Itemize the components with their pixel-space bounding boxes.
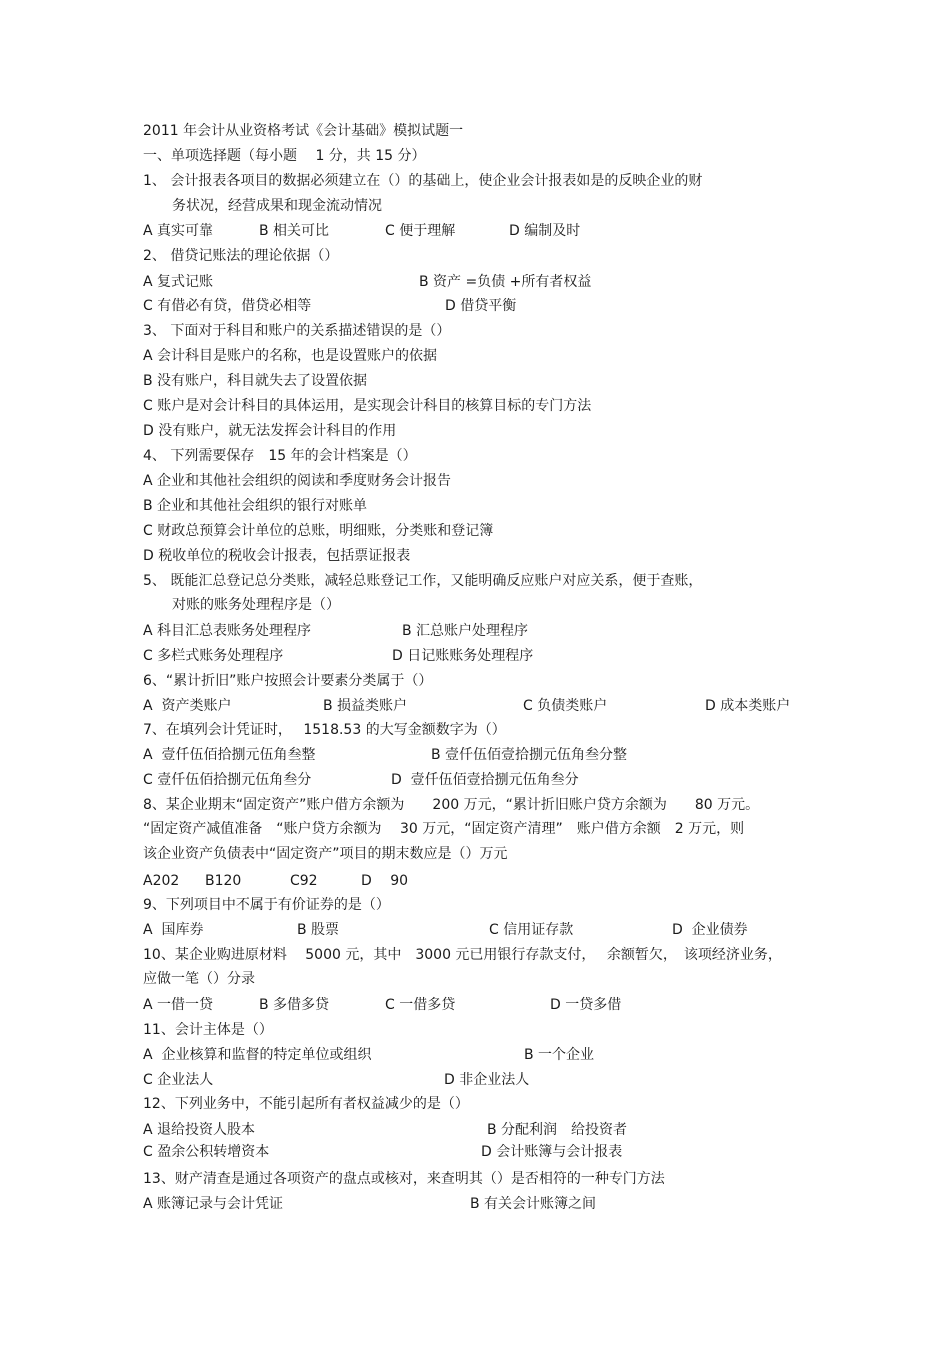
option-a: A 资产类账户 xyxy=(143,698,232,714)
option-b: B 分配利润 给投资者 xyxy=(487,1122,628,1138)
question-13-line-1: 13、财产清查是通过各项资产的盘点或核对，来查明其（）是否相符的一种专门方法 xyxy=(143,1171,665,1187)
option-d: D 非企业法人 xyxy=(444,1072,530,1088)
question-10-line-1: 10、某企业购进原材料 5000 元，其中 3000 元已用银行存款支付， 余额暂欠， 该项经济业务， xyxy=(143,947,782,963)
question-4-option-c: C 财政总预算会计单位的总账，明细账，分类账和登记簿 xyxy=(143,523,494,539)
option-b: B 多借多贷 xyxy=(259,997,330,1013)
option-b: B120 xyxy=(205,873,242,889)
option-b: B 损益类账户 xyxy=(323,698,408,714)
question-4-option-b: B 企业和其他社会组织的银行对账单 xyxy=(143,498,368,514)
option-b: B 股票 xyxy=(297,922,340,938)
option-a: A 国库券 xyxy=(143,922,204,938)
option-d: D 日记账账务处理程序 xyxy=(392,648,534,664)
question-2-line-1: 2、 借贷记账法的理论依据（） xyxy=(143,248,339,264)
option-a: A 一借一贷 xyxy=(143,997,214,1013)
option-d: D 会计账簿与会计报表 xyxy=(481,1144,623,1160)
option-d: D 编制及时 xyxy=(509,223,581,239)
option-a: A 退给投资人股本 xyxy=(143,1122,256,1138)
question-3-option-b: B 没有账户，科目就失去了设置依据 xyxy=(143,373,368,389)
question-13-options-row-1 xyxy=(143,1195,597,1267)
question-1-line-2: 务状况，经营成果和现金流动情况 xyxy=(172,198,382,214)
question-4-option-d: D 税收单位的税收会计报表，包括票证报表 xyxy=(143,548,411,564)
option-c: C 有借必有贷，借贷必相等 xyxy=(143,298,312,314)
option-c: C 便于理解 xyxy=(385,223,456,239)
question-10-line-2: 应做一笔（）分录 xyxy=(143,971,255,987)
question-8-line-1: 8、某企业期末“固定资产”账户借方余额为 200 万元，“累计折旧账户贷方余额为 80 万元。 xyxy=(143,797,760,813)
option-a: A 企业核算和监督的特定单位或组织 xyxy=(143,1047,372,1063)
option-b: B 壹仟伍佰壹拾捌元伍角叁分整 xyxy=(431,747,628,763)
document-title: 2011 年会计从业资格考试《会计基础》模拟试题一 xyxy=(143,123,464,139)
option-d: D 成本类账户 xyxy=(705,698,791,714)
option-c: C 信用证存款 xyxy=(489,922,574,938)
option-a: A 复式记账 xyxy=(143,274,214,290)
question-9-line-1: 9、下列项目中不属于有价证券的是（） xyxy=(143,897,390,913)
option-c: C 盈余公积转增资本 xyxy=(143,1144,270,1160)
option-d: D 一贷多借 xyxy=(550,997,622,1013)
option-b: B 相关可比 xyxy=(259,223,330,239)
option-d: D 借贷平衡 xyxy=(445,298,517,314)
question-3-option-a: A 会计科目是账户的名称，也是设置账户的依据 xyxy=(143,348,438,364)
option-a: A 真实可靠 xyxy=(143,223,214,239)
option-b: B 一个企业 xyxy=(524,1047,595,1063)
option-c: C 壹仟伍佰拾捌元伍角叁分 xyxy=(143,772,312,788)
question-6-line-1: 6、“累计折旧”账户按照会计要素分类属于（） xyxy=(143,673,433,689)
option-d: D 壹仟伍佰壹拾捌元伍角叁分 xyxy=(391,772,579,788)
question-3-option-d: D 没有账户，就无法发挥会计科目的作用 xyxy=(143,423,397,439)
question-11-line-1: 11、会计主体是（） xyxy=(143,1022,273,1038)
option-a: A 账簿记录与会计凭证 xyxy=(143,1196,284,1212)
question-7-line-1: 7、在填列会计凭证时， 1518.53 的大写金额数字为（） xyxy=(143,722,506,738)
option-a: A 科目汇总表账务处理程序 xyxy=(143,623,312,639)
option-c: C92 xyxy=(290,873,318,889)
question-5-line-2: 对账的账务处理程序是（） xyxy=(172,597,340,613)
option-b: B 汇总账户处理程序 xyxy=(402,623,529,639)
question-3-line-1: 3、 下面对于科目和账户的关系描述错误的是（） xyxy=(143,323,451,339)
option-c: C 负债类账户 xyxy=(523,698,608,714)
option-a: A 壹仟伍佰拾捌元伍角叁整 xyxy=(143,747,316,763)
option-c: C 一借多贷 xyxy=(385,997,456,1013)
option-a: A202 xyxy=(143,873,180,889)
question-1-line-1: 1、 会计报表各项目的数据必须建立在（）的基础上，使企业会计报表如是的反映企业的财 xyxy=(143,173,703,189)
question-4-option-a: A 企业和其他社会组织的阅读和季度财务会计报告 xyxy=(143,473,452,489)
question-12-line-1: 12、下列业务中，不能引起所有者权益减少的是（） xyxy=(143,1096,469,1112)
option-b: B 有关会计账簿之间 xyxy=(470,1196,597,1212)
question-3-option-c: C 账户是对会计科目的具体运用，是实现会计科目的核算目标的专门方法 xyxy=(143,398,592,414)
question-5-line-1: 5、 既能汇总登记总分类账，减轻总账登记工作，又能明确反应账户对应关系，便于查账， xyxy=(143,573,703,589)
option-d: D 企业债券 xyxy=(672,922,748,938)
option-d: D 90 xyxy=(361,873,409,889)
option-c: C 企业法人 xyxy=(143,1072,214,1088)
option-b: B 资产 =负债 +所有者权益 xyxy=(419,274,592,290)
question-8-line-3: 该企业资产负债表中“固定资产”项目的期末数应是（）万元 xyxy=(143,846,508,862)
section-heading: 一、单项选择题（每小题 1 分，共 15 分） xyxy=(143,148,426,164)
question-8-line-2: “固定资产减值准备 “账户贷方余额为 30 万元，“固定资产清理” 账户借方余额 2 万元，则 xyxy=(143,821,745,837)
option-c: C 多栏式账务处理程序 xyxy=(143,648,284,664)
question-4-line-1: 4、 下列需要保存 15 年的会计档案是（） xyxy=(143,448,417,464)
